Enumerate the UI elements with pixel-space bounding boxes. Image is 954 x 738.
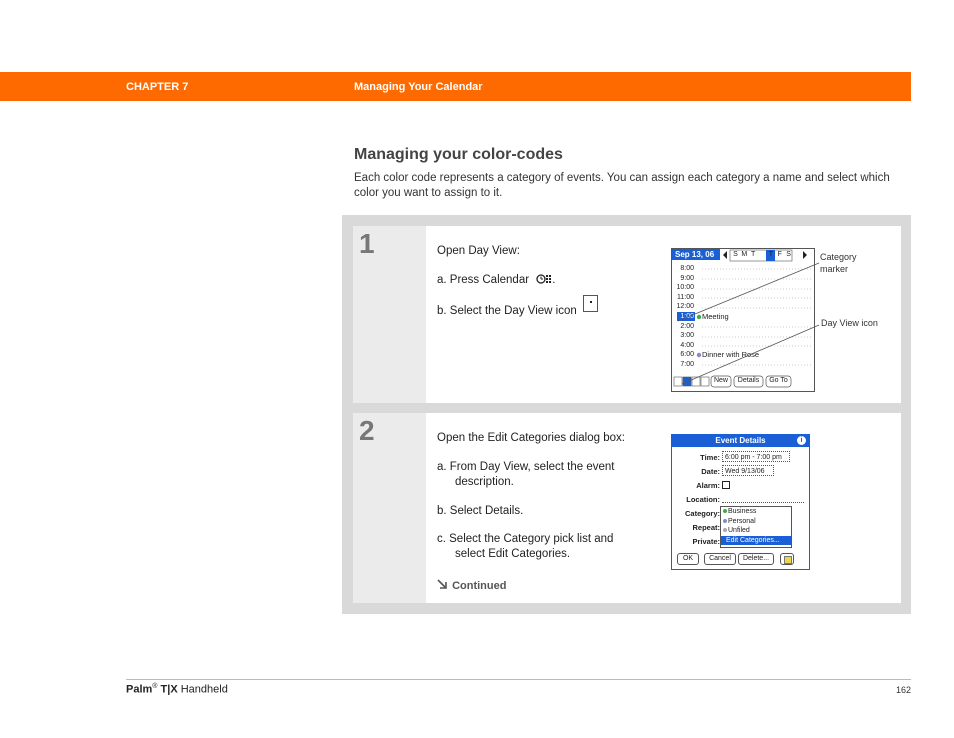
personal-color-icon (723, 519, 727, 523)
time-slot[interactable]: 7:00 (680, 360, 694, 368)
section-intro: Each color code represents a category of events. You can assign each category a name and select which color you want to assign to it. (354, 172, 890, 199)
location-field[interactable] (722, 502, 804, 503)
category-option-edit[interactable]: Edit Categories... (721, 536, 791, 546)
chapter-header-bar (0, 72, 911, 101)
time-slot[interactable]: 4:00 (680, 341, 694, 349)
weekday-thu[interactable]: T (768, 251, 773, 258)
step-1-a: a. Press Calendar . (437, 273, 555, 290)
step-2-a-cont: description. (455, 476, 514, 488)
time-slot[interactable]: 12:00 (676, 303, 694, 311)
footer-model: T|X (160, 683, 178, 696)
unfiled-color-icon (723, 528, 727, 532)
step-2-c: c. Select the Category pick list and (437, 533, 614, 545)
step-2-a: a. From Day View, select the event (437, 461, 615, 473)
weekday-wed[interactable]: W (758, 251, 766, 258)
step-2 (353, 413, 901, 603)
step-1-a-text: a. Press Calendar (437, 274, 530, 286)
time-slot[interactable]: 9:00 (680, 274, 694, 282)
time-slot[interactable]: 1:00 (680, 312, 694, 320)
continued-link[interactable] (437, 579, 506, 593)
dialog-title: Event Details (715, 436, 766, 445)
category-picklist[interactable] (720, 506, 792, 548)
field-labels (674, 451, 720, 549)
chapter-label: CHAPTER 7 (126, 81, 189, 93)
step-1 (353, 226, 901, 403)
continued-arrow-icon (437, 579, 449, 593)
callout-category-line1: Category (820, 252, 857, 262)
chapter-title: Managing Your Calendar (354, 81, 483, 93)
business-color-icon (723, 509, 727, 513)
section-title: Managing your color-codes (354, 146, 563, 163)
category-option-personal[interactable] (721, 517, 791, 527)
callout-day-view-icon: Day View icon (821, 318, 878, 328)
weekday-sun[interactable]: S (733, 251, 738, 258)
alarm-label: Alarm: (696, 481, 720, 490)
event-meeting[interactable]: Meeting (702, 312, 729, 321)
step-1-intro: Open Day View: (437, 245, 520, 257)
date-field[interactable]: Wed 9/13/06 (722, 465, 774, 476)
delete-button[interactable]: Delete... (738, 553, 774, 565)
category-label: Category: (684, 509, 720, 518)
cancel-button[interactable]: Cancel (704, 553, 736, 565)
callout-leader-lines (353, 226, 901, 403)
footer-suffix: Handheld (177, 683, 228, 696)
weekday-sat[interactable]: S (786, 251, 791, 258)
note-icon (784, 556, 792, 564)
time-label: Time: (700, 453, 720, 462)
footer-divider (126, 679, 911, 680)
category-personal-label: Personal (728, 517, 756, 525)
note-button[interactable] (780, 553, 794, 565)
alarm-checkbox[interactable] (722, 481, 730, 489)
continued-label[interactable]: Continued (452, 580, 507, 592)
step-2-b: b. Select Details. (437, 505, 524, 517)
weekday-mon[interactable]: M (741, 251, 748, 258)
go-to-button[interactable]: Go To (769, 377, 788, 384)
footer-brand-name: Palm (126, 683, 153, 696)
date-label: Date: (701, 467, 720, 476)
time-slot[interactable]: 10:00 (676, 284, 694, 292)
callout-category-marker (820, 251, 857, 275)
day-view-date: Sep 13, 06 (675, 250, 715, 259)
time-field[interactable]: 6:00 pm - 7:00 pm (722, 451, 790, 462)
event-details-dialog (671, 434, 810, 570)
time-slot[interactable]: 6:00 (680, 351, 694, 359)
info-icon[interactable]: i (797, 436, 806, 445)
weekday-tue[interactable]: T (751, 251, 756, 258)
event-dinner[interactable]: Dinner with Rose (702, 350, 760, 359)
time-slot[interactable]: 3:00 (680, 332, 694, 340)
details-button[interactable]: Details (737, 377, 760, 384)
time-slot[interactable]: 11:00 (677, 293, 694, 301)
callout-category-line2: marker (820, 264, 849, 274)
location-label: Location: (686, 495, 720, 504)
step-number: 2 (359, 415, 375, 446)
page-number: 162 (895, 685, 911, 695)
step-2-c-cont: select Edit Categories. (455, 548, 571, 560)
footer-brand (126, 683, 228, 696)
step-1-b-text: b. Select the Day View icon (437, 305, 577, 317)
new-button[interactable]: New (713, 377, 728, 384)
category-option-business[interactable] (721, 507, 791, 517)
step-number-column (353, 413, 426, 603)
step-2-intro: Open the Edit Categories dialog box: (437, 432, 625, 444)
step-number: 1 (359, 228, 375, 259)
private-label: Private: (692, 537, 720, 546)
repeat-label: Repeat: (692, 523, 720, 532)
steps-container (342, 215, 911, 614)
category-unfiled-label: Unfiled (728, 527, 750, 534)
category-business-label: Business (728, 508, 757, 515)
ok-button[interactable]: OK (677, 553, 699, 565)
category-option-unfiled[interactable] (721, 526, 791, 536)
footer-reg-mark: ® (152, 683, 158, 690)
weekday-fri[interactable]: F (777, 251, 782, 258)
time-slot[interactable]: 2:00 (680, 322, 694, 330)
time-slot[interactable]: 8:00 (680, 265, 694, 272)
